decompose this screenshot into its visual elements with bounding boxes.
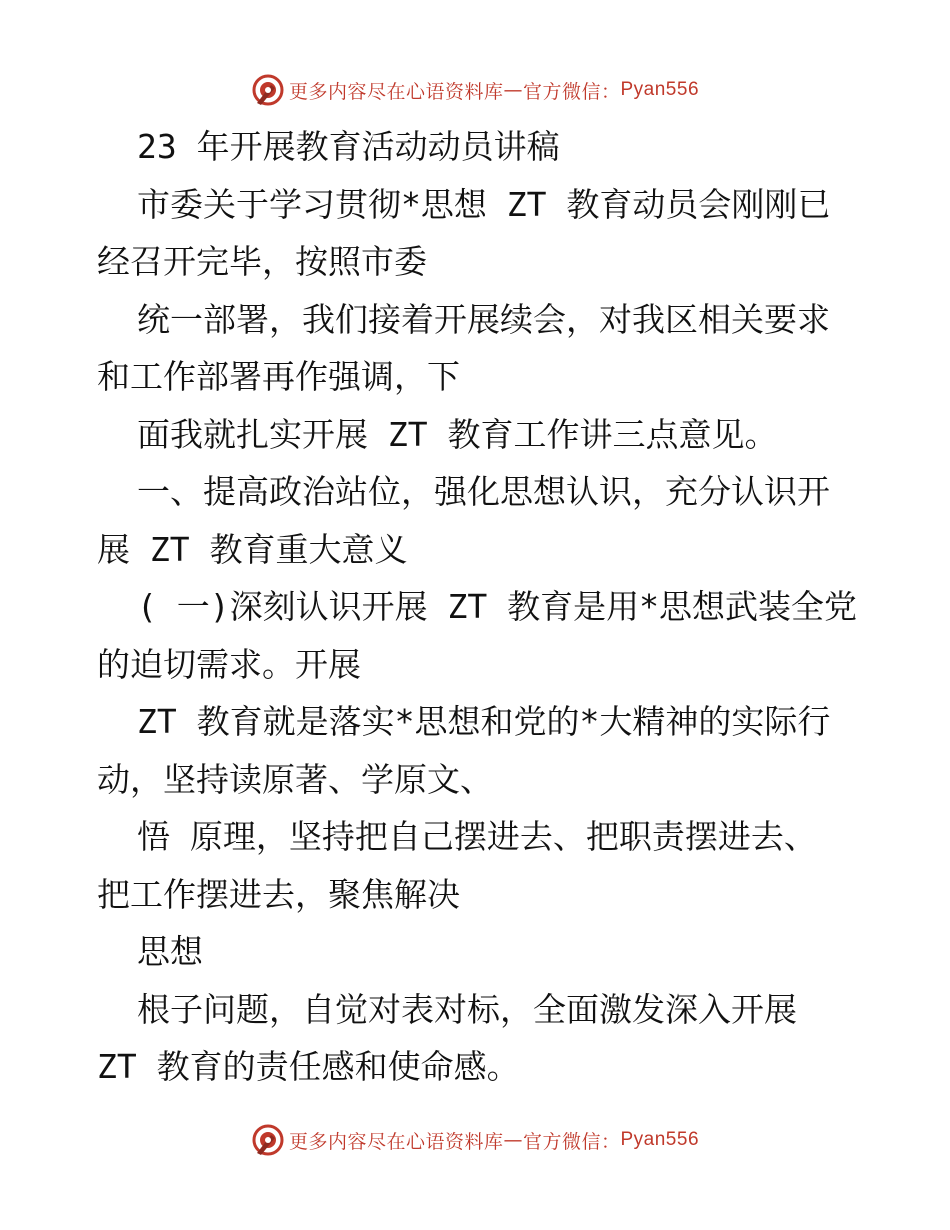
paragraph-line: ZT 教育就是落实*思想和党的*大精神的实际行	[137, 702, 831, 741]
section-heading: 一、提高政治站位，强化思想认识，充分认识开	[137, 472, 830, 511]
footer-banner-separator: —	[503, 1129, 523, 1151]
header-banner-text: 更多内容尽在心语资料库	[288, 80, 504, 103]
footer-banner-text: 更多内容尽在心语资料库	[288, 1130, 504, 1153]
paragraph-line: 市委关于学习贯彻*思想 ZT 教育动员会刚刚已	[137, 184, 831, 224]
footer-banner	[0, 1120, 950, 1160]
pen-logo-icon	[251, 73, 285, 107]
paragraph-line: 把工作摆进去，聚焦解决	[97, 874, 460, 914]
footer-wechat-id: Pyan556	[620, 1129, 700, 1150]
paragraph-line: ZT 教育的责任感和使命感。	[97, 1047, 520, 1086]
header-banner	[0, 70, 950, 110]
paragraph-line: 和工作部署再作强调，下	[97, 357, 460, 396]
subsection-heading: ( 一)深刻认识开展 ZT 教育是用*思想武装全党	[137, 587, 857, 626]
footer-wechat-label: 官方微信：	[522, 1130, 621, 1153]
header-wechat-label: 官方微信：	[522, 80, 621, 103]
paragraph-line: 动，坚持读原著、学原文、	[97, 759, 493, 799]
paragraph-line: 的迫切需求。开展	[97, 644, 361, 684]
paragraph-line: 面我就扎实开展 ZT 教育工作讲三点意见。	[137, 414, 778, 454]
pen-logo-icon	[251, 1123, 285, 1157]
paragraph-line: 悟 原理，坚持把自己摆进去、把职责摆进去、	[137, 817, 817, 856]
header-wechat-id: Pyan556	[620, 79, 700, 100]
section-heading: 展 ZT 教育重大意义	[97, 529, 408, 569]
paragraph-line: 经召开完毕，按照市委	[97, 242, 427, 281]
document-body	[97, 118, 857, 1096]
paragraph-line: 统一部署，我们接着开展续会，对我区相关要求	[137, 299, 830, 339]
document-title: 23 年开展教育活动动员讲稿	[137, 127, 560, 166]
paragraph-line: 思想	[137, 932, 203, 971]
header-banner-separator: —	[503, 79, 523, 101]
paragraph-line: 根子问题，自觉对表对标，全面激发深入开展	[137, 989, 797, 1029]
